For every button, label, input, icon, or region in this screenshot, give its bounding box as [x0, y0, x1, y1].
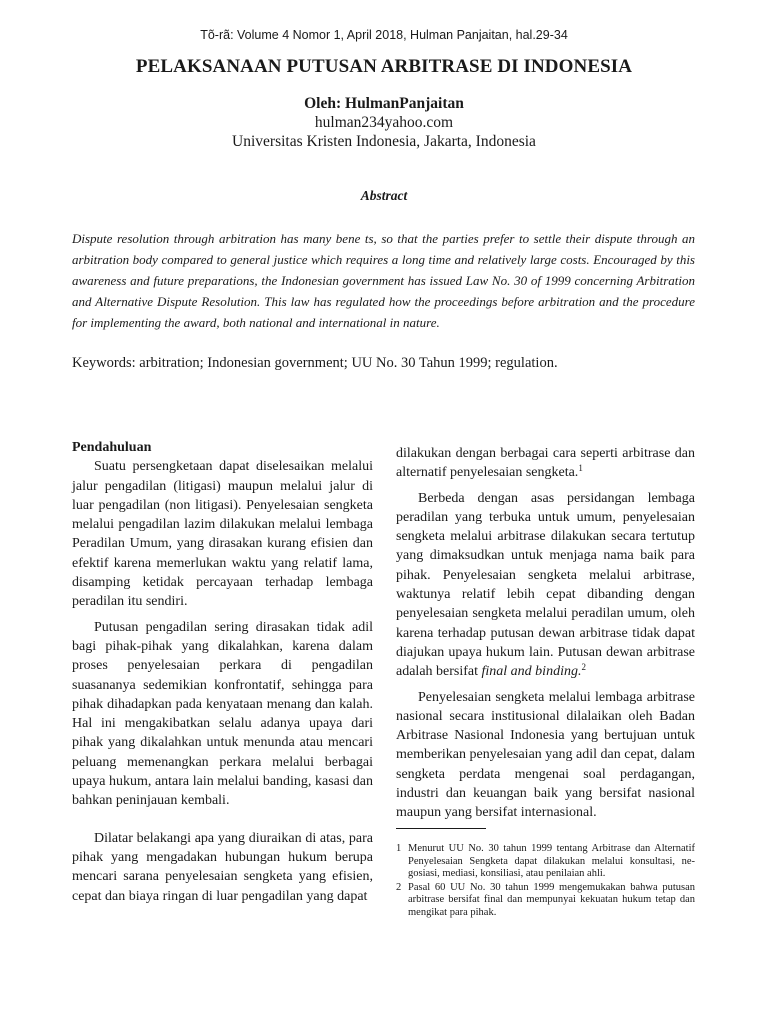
paper-title: PELAKSANAAN PUTUSAN ARBITRASE DI INDONESIA — [135, 56, 633, 77]
paragraph: Dilatar belakangi apa yang diuraikan di atas, para pihak yang mengadakan hubungan hukum berupa mencari sarana penyelesaian sengketa yang efisien, cepat dan biaya ringan di luar pengadilan yang dapat — [72, 830, 373, 904]
paragraph-text: Berbeda dengan asas persidangan lembaga peradilan yang terbuka untuk umum, penyelesaian sengketa melalui arbitrase dilakukan secara tertutup yang dimaksudkan untuk menjaga nama baik para pihak. Penyelesaian sengketa melalui arbitrase, waktunya relatif lebih cepat dibanding dengan penyelesaian sengketa melalui peradilan umum, oleh karena terhadap putusan dewan arbitrase tidak dapat diajukan upaya hukum lain. Putusan dewan arbitrase adalah bersifat — [396, 490, 695, 680]
italic-phrase: final and binding. — [481, 664, 582, 680]
footnotes — [396, 843, 695, 920]
author-byline: Oleh: HulmanPanjaitan — [304, 95, 464, 112]
footnote-divider — [396, 828, 486, 829]
paragraph: Penyelesaian sengketa melalui lembaga arbitrase nasional secara institusional dilalaikan oleh Badan Arbitrase Nasional Indonesia yang bertujuan untuk memberikan penyelesaian yang adil dan cepat, dalam sengketa perdata mengenai soal perdagangan, industri dan keuangan baik yang bersifat nasional maupun yang bersifat internasional. — [396, 689, 695, 821]
paragraph-text: dilakukan dengan berbagai cara seperti arbitrase dan alternatif penyelesaian sengketa. — [396, 446, 695, 481]
section-heading: Pendahuluan — [72, 440, 152, 455]
left-column — [72, 438, 373, 906]
running-head: Tõ-rã: Volume 4 Nomor 1, April 2018, Hulman Panjaitan, hal.29-34 — [200, 28, 568, 42]
paragraph — [396, 489, 695, 682]
abstract-heading: Abstract — [360, 188, 408, 203]
footnote-ref[interactable]: 2 — [581, 662, 586, 673]
right-column — [396, 444, 695, 823]
author-email: hulman234yahoo.com — [314, 114, 454, 131]
footnote-ref[interactable]: 1 — [578, 463, 583, 474]
footnote-text: Pasal 60 UU No. 30 tahun 1999 mengemukakan bahwa putusan arbitrase bersifat final dan mempunyai kekuatan hukum tetap dan mengikat para pihak. — [408, 881, 695, 918]
keywords: Keywords: arbitration; Indonesian government; UU No. 30 Tahun 1999; regulation. — [72, 355, 558, 371]
author-affiliation: Universitas Kristen Indonesia, Jakarta, Indonesia — [232, 133, 536, 150]
footnote-number: 2 — [396, 881, 402, 893]
paragraph: Suatu persengketaan dapat diselesaikan melalui jalur pengadilan (litigasi) maupun melalui jalur di luar pengadilan (non litigasi). Penyelesaian sengketa melalui pengadilan lazim dilakukan melalui lembaga Peradilan Umum, yang dirasakan kurang efisien dan efektif karena memerlukan waktu yang relatif lama, disamping ketidak percayaan terhadap lembaga peradilan itu sendiri. — [72, 459, 373, 610]
footnote-text: Menurut UU No. 30 tahun 1999 tentang Arbitrase dan Alternatif Penyelesaian Sengketa dapat dilakukan melalui konsultasi, ne-gosiasi, mediasi, konsiliasi, atau penilaian ahli. — [408, 843, 695, 879]
footnote — [396, 843, 695, 881]
author-block — [0, 94, 768, 151]
footnote-number: 1 — [396, 843, 402, 854]
abstract-text: Dispute resolution through arbitration has many bene ts, so that the parties prefer to settle their dispute through an arbitration body compared to general justice which requires a long time and relatively large costs. Encouraged by this awareness and future preparations, the Indonesian government has issued Law No. 30 of 1999 concerning Arbitration and Alternative Dispute Resolution. This law has regulated how the proceedings before arbitration and the procedure for implementing the award, both national and international in nature. — [72, 231, 695, 330]
paragraph: Putusan pengadilan sering dirasakan tidak adil bagi pihak-pihak yang dikalahkan, karena dalam proses penyelesaian perkara di pengadilan suasananya sedemikian konfrontatif, sehingga para pihak dihadapkan pada kenyataan menang dan kalah. Hal ini mengakibatkan selalu adanya upaya dari pihak yang dikalahkan untuk menunda atau mencari peluang memenangkan perkara melalui berbagai upaya hukum, antara lain melalui banding, kasasi dan bahkan peninjauan kembali. — [72, 619, 373, 809]
footnote — [396, 882, 695, 920]
paragraph — [396, 444, 695, 483]
